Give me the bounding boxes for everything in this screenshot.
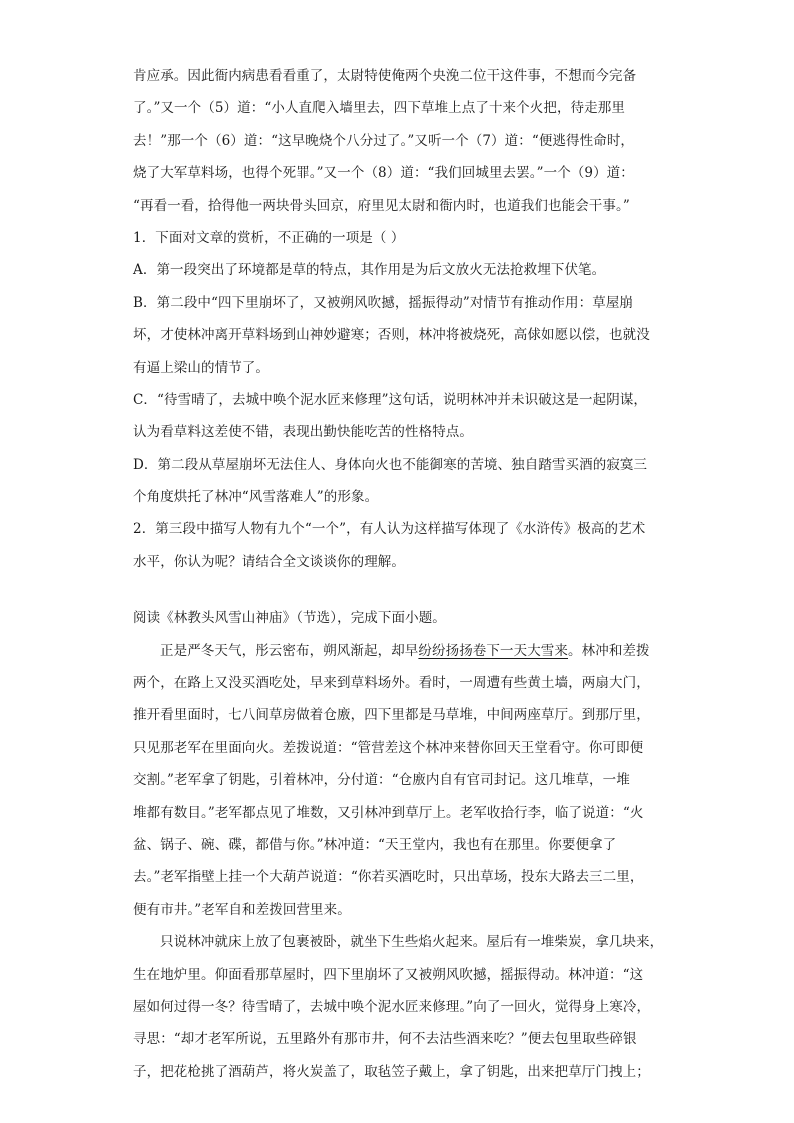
text-line: 肯应承。因此衙内病患看看重了，太尉特使俺两个央浼二位干这件事，不想而今完备	[133, 68, 637, 84]
text-line: “再看一看，拾得他一两块骨头回京，府里见太尉和衙内时，也道我们也能会干事。”	[133, 197, 630, 214]
paragraph-1	[133, 639, 665, 931]
question-1	[133, 226, 665, 518]
text-line: 盆、锅子、碗、碟，都借与你。”林冲道：“天王堂内，我也有在那里。你要便拿了	[133, 836, 617, 853]
option-c	[133, 388, 665, 453]
text-line: 生在地炉里。仰面看那草屋时，四下里崩坏了又被朔风吹撼，摇振得动。林冲道：“这	[133, 966, 644, 983]
question-line: 水平，你认为呢？请结合全文谈谈你的理解。	[133, 553, 405, 570]
option-d	[133, 453, 665, 518]
text-line: 堆都有数目。”老军都点见了堆数，又引林冲到草厅上。老军收拾行李，临了说道：“火	[133, 804, 644, 821]
text-line: 烧了大军草料场，也得个死罪。”又一个（8）道：“我们回城里去罢。”一个（9）道：	[133, 165, 634, 182]
option-line: 有逼上梁山的情节了。	[133, 359, 269, 376]
question-2	[133, 517, 665, 582]
text-line: 去！”那一个（6）道：“这早晚烧个八分过了。”又听一个（7）道：“便逃得性命时，	[133, 132, 635, 149]
option-a: A．第一段突出了环境都是草的特点，其作用是为后文放火无法抢救埋下伏笔。	[133, 262, 606, 279]
question-stem: 1．下面对文章的赏析，不正确的一项是（ ）	[133, 229, 405, 246]
text-line: 只见那老军在里面向火。差拨说道：“管营差这个林冲来替你回天王堂看守。你可即便	[133, 739, 644, 756]
passage-continuation	[133, 64, 665, 226]
text-line: 了。”又一个（5）道：“小人直爬入墙里去，四下草堆上点了十来个火把，待走那里	[133, 100, 625, 117]
text-line: 交割。”老军拿了钥匙，引着林冲，分付道：“仓廒内自有官司封记。这几堆草，一堆	[133, 772, 630, 789]
option-b	[133, 291, 665, 388]
option-line: D．第二段从草屋崩坏无法住人、身体向火也不能御寒的苦境、独自踏雪买酒的寂寞三	[133, 456, 648, 473]
question-line: 2．第三段中描写人物有九个“一个”，有人认为这样描写体现了《水浒传》极高的艺术	[133, 521, 646, 538]
text-line: 寻思：“却才老军所说，五里路外有那市井，何不去沽些酒来吃？”便去包里取些碎银	[133, 1031, 637, 1048]
text-line: 便有市井。”老军自和差拨回营里来。	[133, 901, 351, 918]
paragraph-first-line: 只说林冲就床上放了包裹被卧，就坐下生些焰火起来。屋后有一堆柴炭，拿几块来，	[160, 934, 664, 951]
paragraph-first-line	[133, 639, 665, 671]
text-line: 两个，在路上又没买酒吃处，早来到草料场外。看时，一周遭有些黄土墙，两扇大门，	[133, 675, 650, 692]
text-line: 去。”老军指壁上挂一个大葫芦说道：“你若买酒吃时，只出草场，投东大路去三二里，	[133, 869, 644, 886]
text-span: 。林冲和差拨	[568, 642, 650, 659]
text-line: 屋如何过得一冬？待雪晴了，去城中唤个泥水匠来修理。”向了一回火，觉得身上寒冷，	[133, 998, 651, 1015]
section-spacer	[133, 582, 665, 606]
document-body	[133, 64, 665, 1092]
option-line: 认为看草料这差使不错，表现出勤快能吃苦的性格特点。	[133, 424, 473, 441]
option-line: B．第二段中“四下里崩坏了，又被朔风吹撼，摇振得动”对情节有推动作用：草屋崩	[133, 294, 634, 311]
option-line: 坏，才使林冲离开草料场到山神妙避寒；否则，林冲将被烧死，高俅如愿以偿，也就没	[133, 327, 650, 344]
paragraph-2	[133, 930, 665, 1092]
text-line: 子，把花枪挑了酒葫芦，将火炭盖了，取毡笠子戴上，拿了钥匙，出来把草厅门拽上；	[133, 1063, 650, 1080]
text-span: 正是严冬天气，彤云密布，朔风渐起，却早	[160, 642, 419, 659]
underlined-phrase: 纷纷扬扬卷下一天大雪来	[418, 642, 569, 659]
reading-instruction: 阅读《林教头风雪山神庙》（节选），完成下面小题。	[133, 610, 446, 627]
option-line: 个角度烘托了林冲“风雪落难人”的形象。	[133, 489, 379, 506]
option-line: C．“待雪晴了，去城中唤个泥水匠来修理”这句话，说明林冲并未识破这是一起阴谋，	[133, 391, 648, 408]
text-line: 推开看里面时，七八间草房做着仓廒，四下里都是马草堆，中间两座草厅。到那厅里，	[133, 707, 650, 724]
